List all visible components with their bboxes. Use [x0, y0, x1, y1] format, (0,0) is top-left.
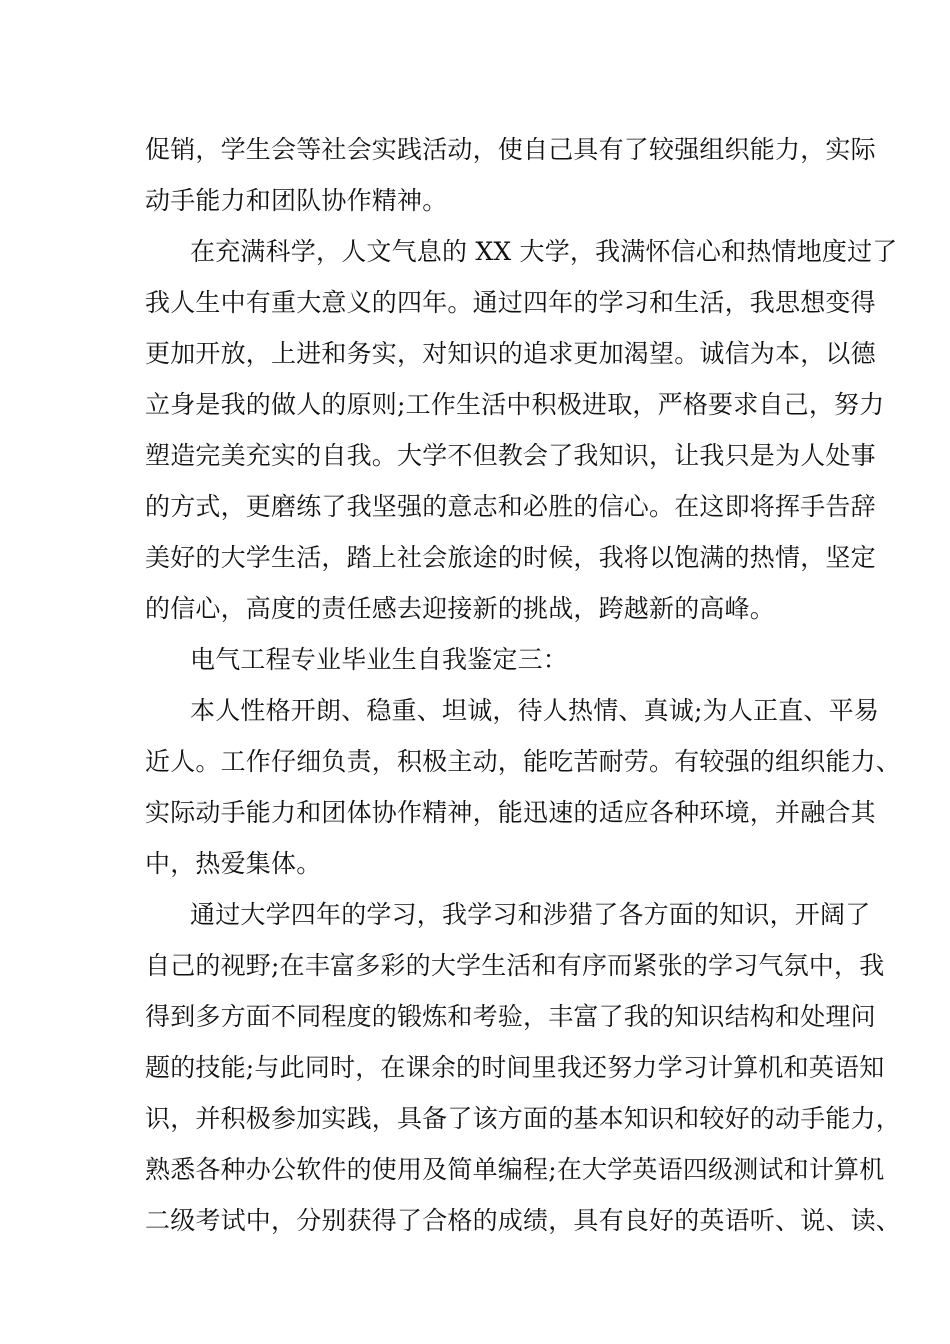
- text-line-13: 近人。工作仔细负责，积极主动，能吃苦耐劳。有较强的组织能力、: [145, 747, 902, 776]
- text-line-19: 题的技能;与此同时，在课余的时间里我还努力学习计算机和英语知: [145, 1053, 885, 1082]
- text-line-14: 实际动手能力和团体协作精神，能迅速的适应各种环境，并融合其: [145, 798, 876, 827]
- text-line-5: 更加开放，上进和务实，对知识的追求更加渴望。诚信为本，以德: [145, 339, 876, 368]
- text-line-4: 我人生中有重大意义的四年。通过四年的学习和生活，我思想变得: [145, 288, 876, 317]
- text-line-1: 促销，学生会等社会实践活动，使自己具有了较强组织能力，实际: [145, 135, 876, 164]
- paragraph-start-line: 本人性格开朗、稳重、坦诚，待人热情、真诚;为人正直、平易: [190, 696, 880, 725]
- paragraph-start-line: 通过大学四年的学习，我学习和涉猎了各方面的知识，开阔了: [190, 900, 871, 929]
- text-line-7: 塑造完美充实的自我。大学不但教会了我知识，让我只是为人处事: [145, 441, 876, 470]
- paragraph-start-line: 在充满科学，人文气息的 XX 大学，我满怀信心和热情地度过了: [190, 237, 898, 266]
- text-line-18: 得到多方面不同程度的锻炼和考验，丰富了我的知识结构和处理问: [145, 1002, 876, 1031]
- text-line-2: 动手能力和团队协作精神。: [145, 186, 448, 215]
- text-line-20: 识，并积极参加实践，具备了该方面的基本知识和较好的动手能力，: [145, 1104, 902, 1133]
- section-heading: 电气工程专业毕业生自我鉴定三：: [190, 645, 569, 674]
- text-line-21: 熟悉各种办公软件的使用及简单编程;在大学英语四级测试和计算机: [145, 1155, 885, 1184]
- text-line-17: 自己的视野;在丰富多彩的大学生活和有序而紧张的学习气氛中，我: [145, 951, 885, 980]
- text-line-9: 美好的大学生活，踏上社会旅途的时候，我将以饱满的热情，坚定: [145, 543, 876, 572]
- text-line-10: 的信心，高度的责任感去迎接新的挑战，跨越新的高峰。: [145, 594, 776, 623]
- text-line-6: 立身是我的做人的原则;工作生活中积极进取，严格要求自己，努力: [145, 390, 885, 419]
- text-line-22: 二级考试中，分别获得了合格的成绩，具有良好的英语听、说、读、: [145, 1206, 902, 1235]
- text-line-8: 的方式，更磨练了我坚强的意志和必胜的信心。在这即将挥手告辞: [145, 492, 876, 521]
- text-line-15: 中，热爱集体。: [145, 849, 322, 878]
